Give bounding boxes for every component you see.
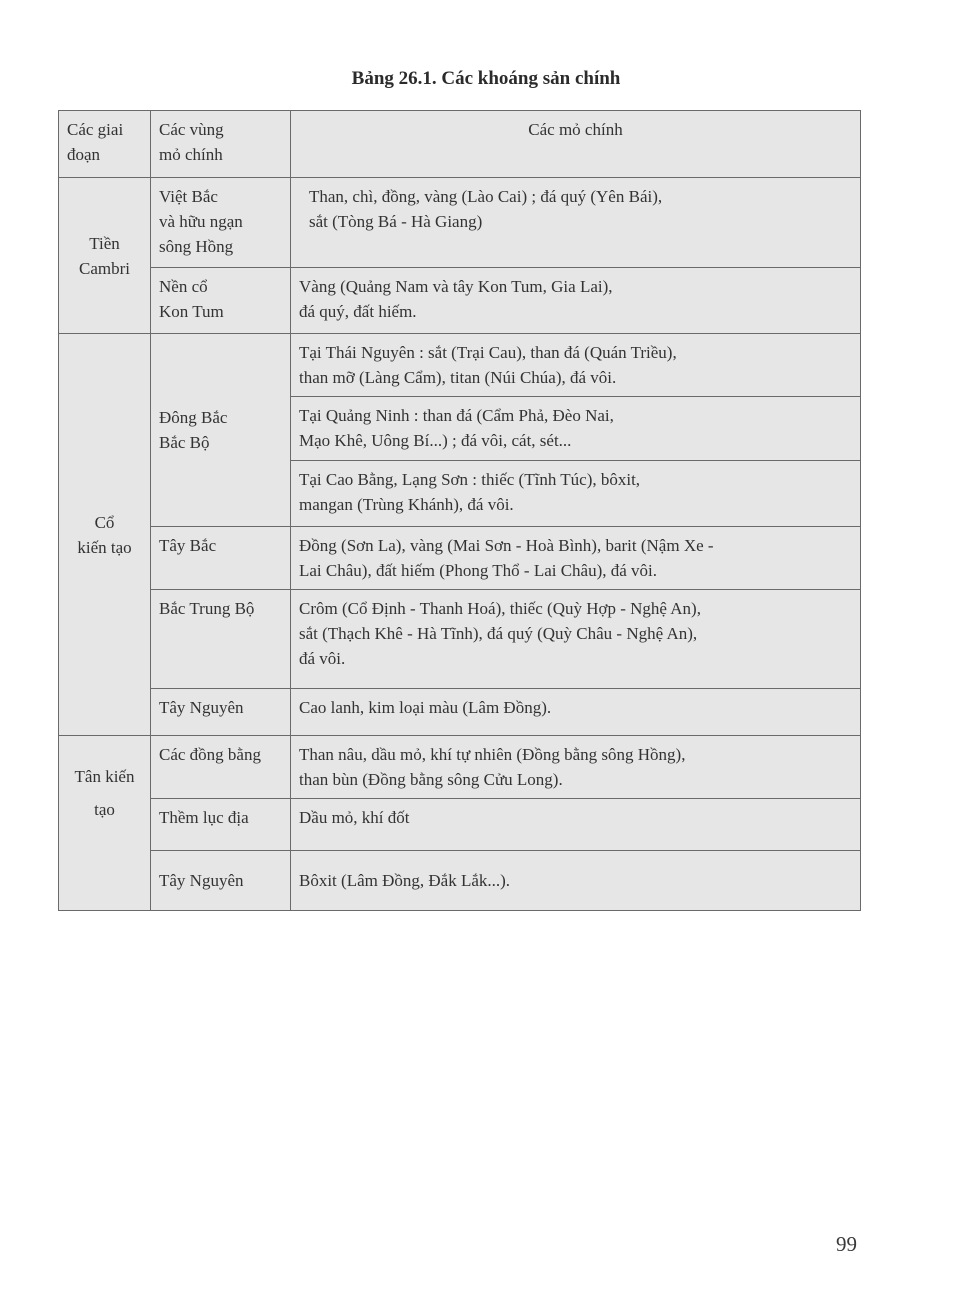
deposits-cell: Vàng (Quảng Nam và tây Kon Tum, Gia Lai), đá quý, đất hiếm. (291, 268, 861, 334)
region-cell: Việt Bắc và hữu ngạn sông Hồng (151, 178, 291, 268)
deposits-cell: Tại Thái Nguyên : sắt (Trại Cau), than đá (Quán Triều), than mỡ (Làng Cẩm), titan (Núi Chúa), đá vôi. (291, 334, 861, 397)
table-row (59, 178, 861, 268)
period-cell: Tân kiến tạo (59, 736, 151, 911)
table-row (59, 736, 861, 799)
region-cell: Nền cổ Kon Tum (151, 268, 291, 334)
header-row (59, 111, 861, 178)
region-cell: Đông Bắc Bắc Bộ (151, 334, 291, 527)
region-cell: Tây Nguyên (151, 851, 291, 911)
table-row (59, 590, 861, 689)
region-cell: Tây Nguyên (151, 689, 291, 736)
table-row (59, 527, 861, 590)
period-cell: Tiền Cambri (59, 178, 151, 334)
region-cell: Các đồng bằng (151, 736, 291, 799)
region-cell: Bắc Trung Bộ (151, 590, 291, 689)
table-row (59, 689, 861, 736)
minerals-table-container (58, 110, 860, 911)
deposits-cell: Crôm (Cổ Định - Thanh Hoá), thiếc (Quỳ Hợp - Nghệ An), sắt (Thạch Khê - Hà Tĩnh), đá quý (Quỳ Châu - Nghệ An), đá vôi. (291, 590, 861, 689)
deposits-cell: Bôxit (Lâm Đồng, Đắk Lắk...). (291, 851, 861, 911)
deposits-cell: Cao lanh, kim loại màu (Lâm Đồng). (291, 689, 861, 736)
deposits-cell: Tại Cao Bằng, Lạng Sơn : thiếc (Tĩnh Túc), bôxit, mangan (Trùng Khánh), đá vôi. (291, 461, 861, 527)
minerals-table (58, 110, 861, 911)
table-row (59, 268, 861, 334)
table-row (59, 334, 861, 397)
table-row (59, 799, 861, 851)
region-cell: Tây Bắc (151, 527, 291, 590)
deposits-cell: Tại Quảng Ninh : than đá (Cẩm Phả, Đèo Nai, Mạo Khê, Uông Bí...) ; đá vôi, cát, sét... (291, 397, 861, 461)
page-number: 99 (836, 1232, 857, 1256)
page-title: Bảng 26.1. Các khoáng sản chính (351, 68, 621, 89)
region-cell: Thềm lục địa (151, 799, 291, 851)
deposits-cell: Than, chì, đồng, vàng (Lào Cai) ; đá quý (Yên Bái), sắt (Tòng Bá - Hà Giang) (291, 178, 861, 268)
deposits-cell: Dầu mỏ, khí đốt (291, 799, 861, 851)
period-cell: Cổ kiến tạo (59, 334, 151, 736)
deposits-cell: Đồng (Sơn La), vàng (Mai Sơn - Hoà Bình), barit (Nậm Xe - Lai Châu), đất hiếm (Phong Thổ - Lai Châu), đá vôi. (291, 527, 861, 590)
header-deposits: Các mỏ chính (291, 111, 861, 178)
deposits-cell: Than nâu, dầu mỏ, khí tự nhiên (Đồng bằng sông Hồng), than bùn (Đồng bằng sông Cửu Long). (291, 736, 861, 799)
table-row (59, 851, 861, 911)
header-period: Các giai đoạn (59, 111, 151, 178)
header-region: Các vùng mỏ chính (151, 111, 291, 178)
